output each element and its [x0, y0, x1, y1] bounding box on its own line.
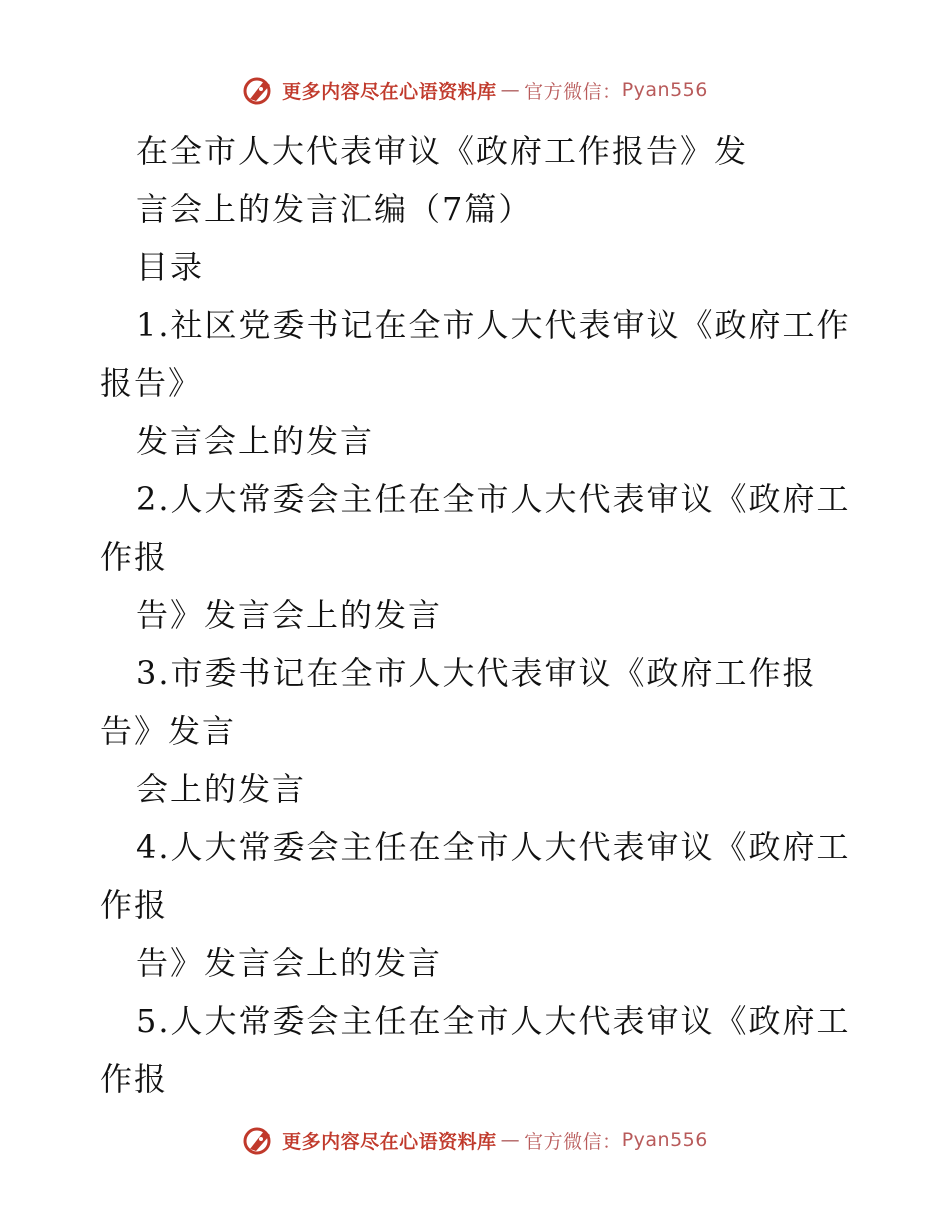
toc-line: 作报: [100, 1060, 169, 1098]
footer-banner: [0, 1120, 950, 1160]
document-body: [100, 122, 860, 1108]
banner-wechat-label: 官方微信：: [524, 80, 622, 103]
toc-line: 作报: [100, 886, 169, 924]
toc-line: 报告》: [100, 364, 203, 402]
toc-line: 告》发言会上的发言: [136, 596, 443, 634]
toc-heading: 目录: [136, 248, 205, 286]
banner-main-text: 更多内容尽在心语资料库: [282, 1130, 497, 1153]
document-title-line-1: 在全市人大代表审议《政府工作报告》发: [136, 132, 749, 170]
banner-text: [282, 1127, 708, 1154]
pen-nib-circle-icon: [242, 73, 276, 107]
banner-separator: —: [500, 1129, 521, 1151]
toc-line: 3.市委书记在全市人大代表审议《政府工作报: [136, 654, 817, 692]
toc-line: 2.人大常委会主任在全市人大代表审议《政府工: [136, 480, 851, 518]
banner-separator: —: [500, 79, 521, 101]
banner-wechat-id: Pyan556: [621, 1129, 708, 1151]
toc-line: 4.人大常委会主任在全市人大代表审议《政府工: [136, 828, 851, 866]
toc-line: 告》发言: [100, 712, 237, 750]
banner-wechat-label: 官方微信：: [524, 1130, 622, 1153]
toc-line: 1.社区党委书记在全市人大代表审议《政府工作: [136, 306, 851, 344]
banner-text: [282, 77, 708, 104]
banner-wechat-id: Pyan556: [621, 79, 708, 101]
toc-line: 5.人大常委会主任在全市人大代表审议《政府工: [136, 1002, 851, 1040]
document-title-line-2: 言会上的发言汇编（7篇）: [136, 190, 533, 228]
banner-main-text: 更多内容尽在心语资料库: [282, 80, 497, 103]
toc-line: 会上的发言: [136, 770, 307, 808]
toc-line: 告》发言会上的发言: [136, 944, 443, 982]
toc-line: 发言会上的发言: [136, 422, 375, 460]
pen-nib-circle-icon: [242, 1123, 276, 1157]
toc-line: 作报: [100, 538, 169, 576]
header-banner: [0, 70, 950, 110]
